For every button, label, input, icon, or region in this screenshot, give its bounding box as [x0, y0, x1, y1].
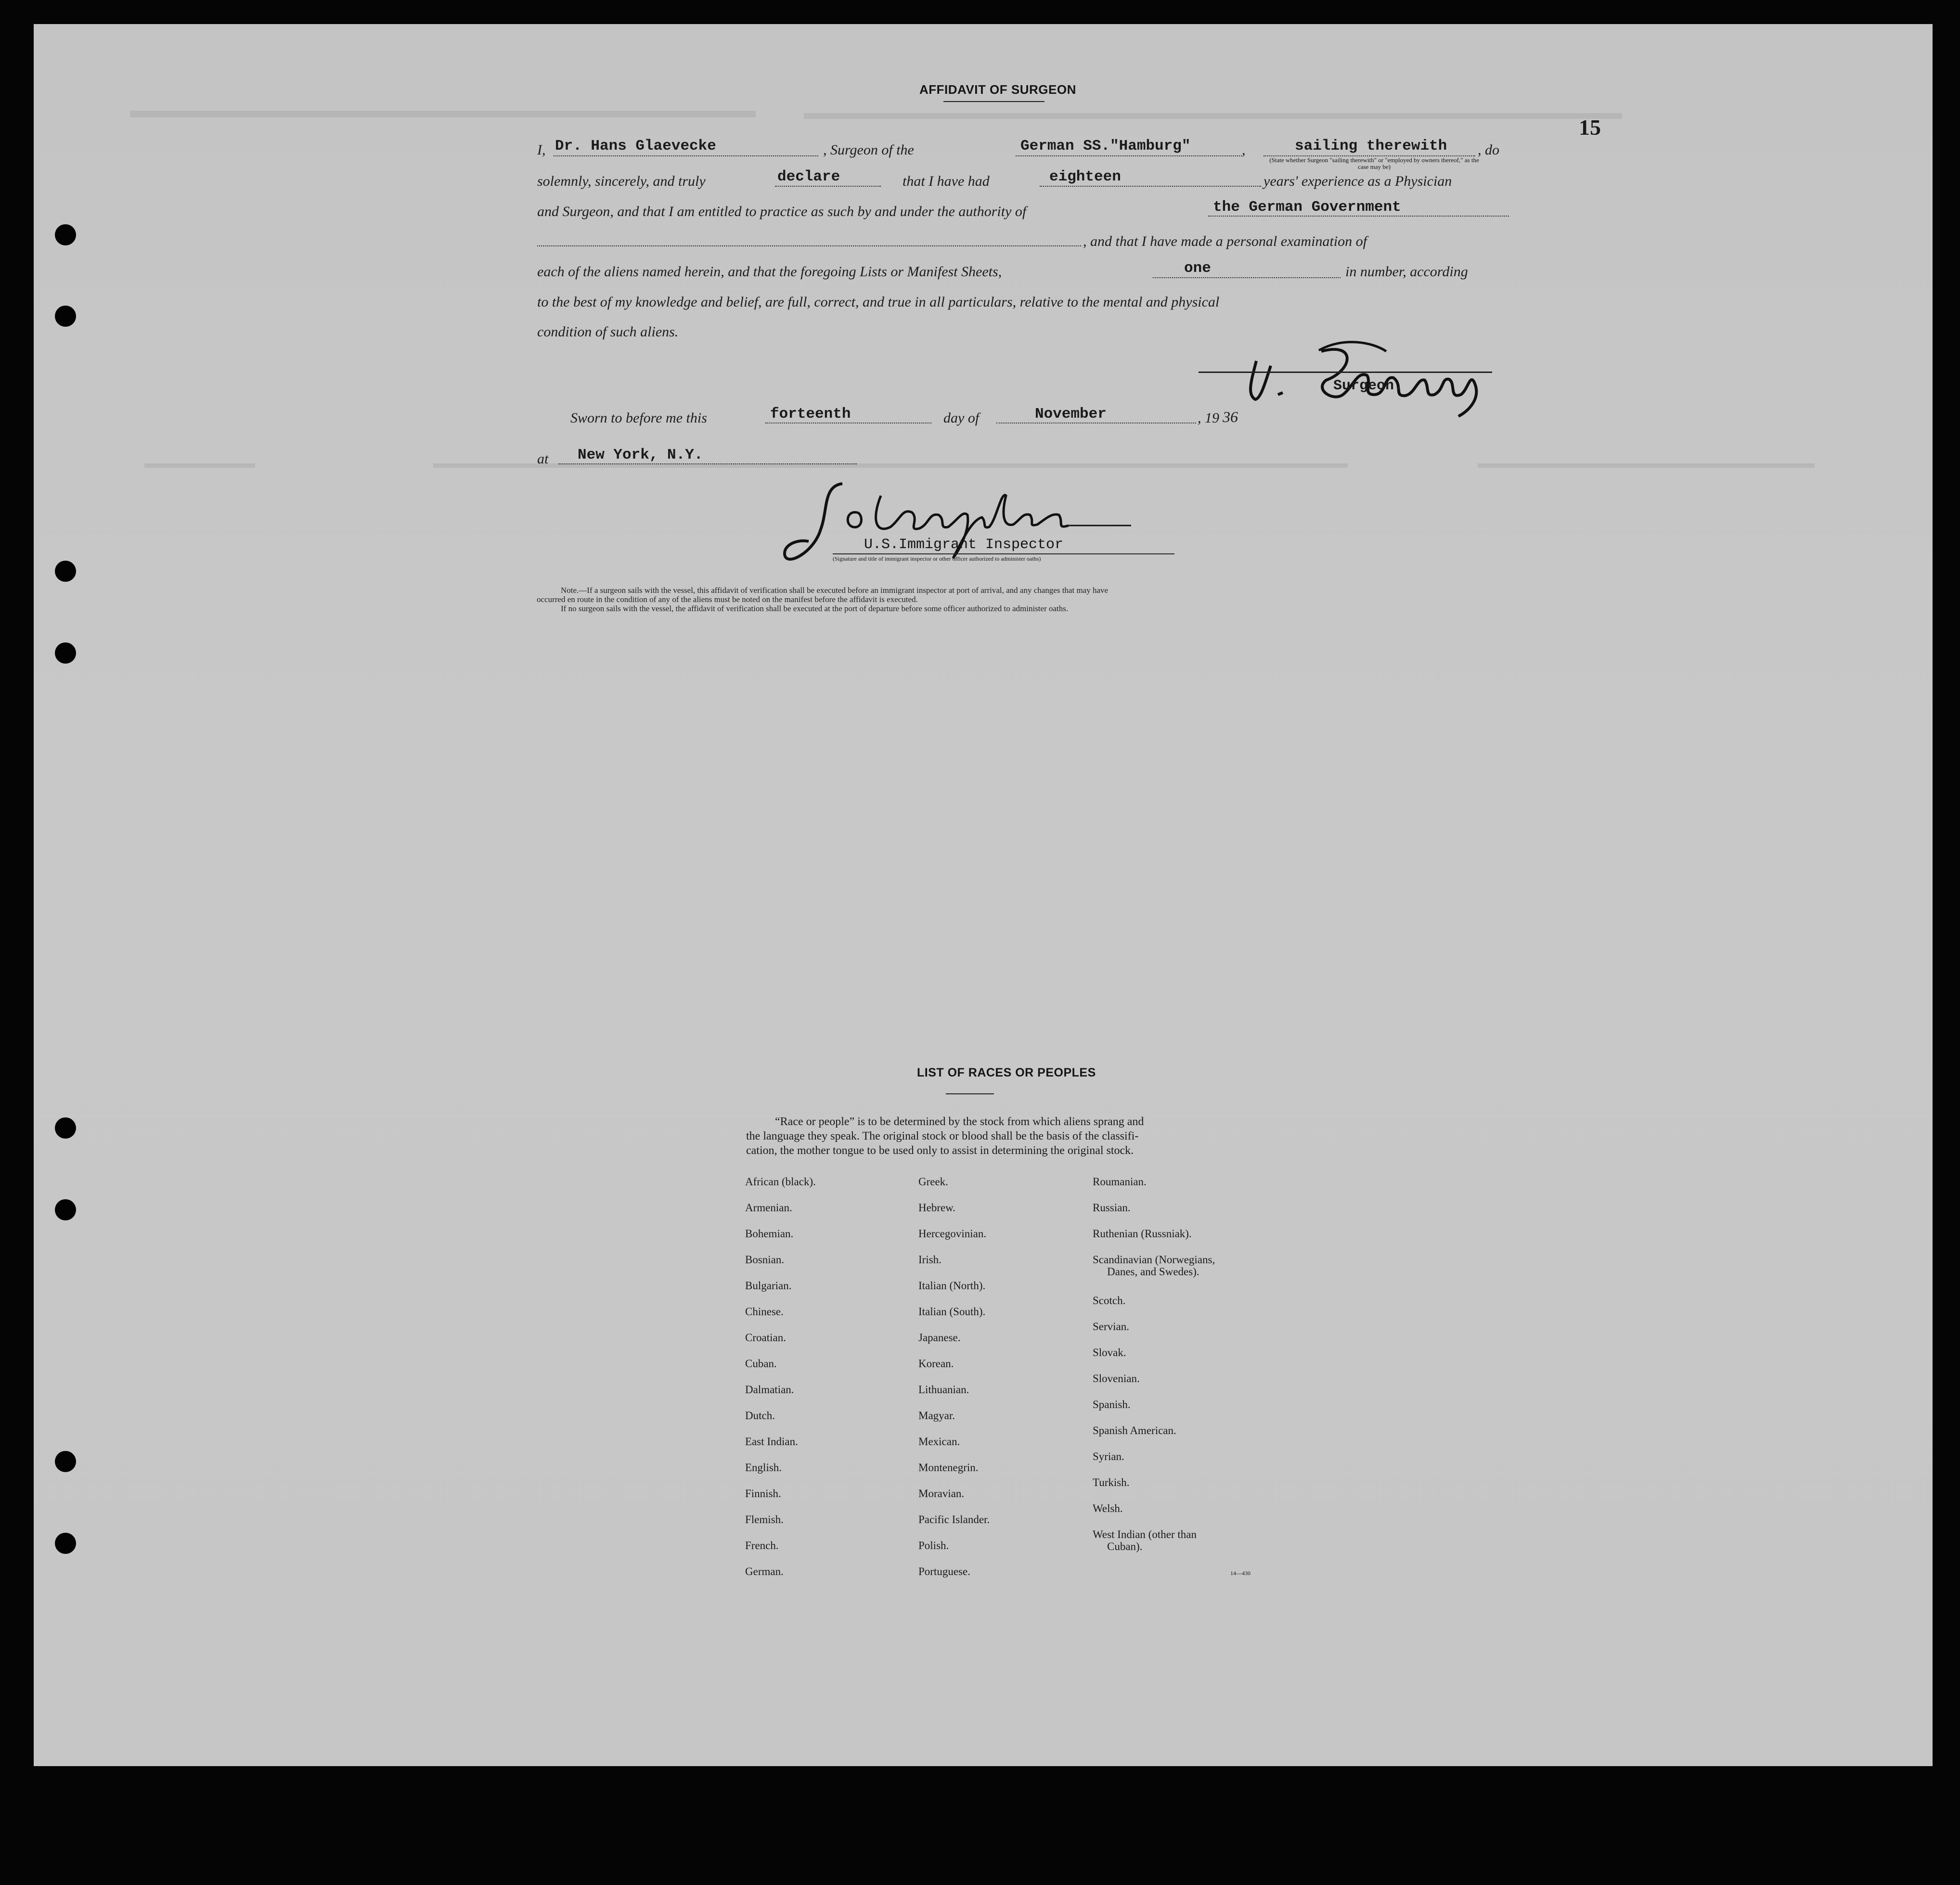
race-item: Mexican.	[918, 1436, 960, 1448]
race-item: Magyar.	[918, 1410, 955, 1422]
note-line: occurred en route in the condition of any of the aliens must be noted on the manifest before the affidavit is executed.	[537, 595, 918, 604]
race-item: Portuguese.	[918, 1565, 970, 1577]
binder-hole	[55, 306, 76, 327]
text-in-number: in number, according	[1345, 264, 1468, 280]
race-item: East Indian.	[745, 1436, 798, 1448]
sworn-year: 36	[1223, 408, 1238, 425]
race-item: Cuban).	[1107, 1540, 1143, 1552]
text-solemnly: solemnly, sincerely, and truly	[537, 173, 706, 189]
race-item: Hercegovinian.	[918, 1228, 987, 1240]
race-item: Italian (North).	[918, 1280, 986, 1292]
inspector-signature-line	[833, 553, 1174, 554]
race-item: Slovak.	[1093, 1346, 1126, 1359]
blank-line	[1208, 216, 1509, 217]
race-item: Japanese.	[918, 1332, 961, 1344]
text-each-alien: each of the aliens named herein, and that the foregoing Lists or Manifest Sheets,	[537, 264, 1002, 280]
races-title-rule	[946, 1093, 994, 1094]
text-and-surgeon: and Surgeon, and that I am entitled to practice as such by and under the authority of	[537, 204, 1027, 219]
text-day-of: day of	[943, 410, 980, 426]
text-do: , do	[1478, 142, 1499, 158]
text-surgeon-of: , Surgeon of the	[823, 142, 914, 158]
race-item: Montenegrin.	[918, 1462, 979, 1474]
blank-line	[775, 186, 881, 187]
surgeon-signature-line	[1199, 372, 1492, 373]
affidavit-title: AFFIDAVIT OF SURGEON	[919, 82, 1076, 97]
text-personal-exam: , and that I have made a personal examination of	[1083, 233, 1367, 249]
note-line: Note.—If a surgeon sails with the vessel, this affidavit of verification shall be executed before an immigrant inspector at port of arrival, and any changes that may have	[561, 586, 1109, 595]
bleed-through	[144, 463, 255, 468]
race-item: Turkish.	[1093, 1476, 1130, 1488]
surgeon-name: Dr. Hans Glaevecke	[555, 138, 716, 154]
race-item: Irish.	[918, 1254, 941, 1266]
declaration-word: declare	[777, 168, 840, 185]
race-item: Flemish.	[745, 1513, 784, 1526]
binder-hole	[55, 1117, 76, 1139]
race-item: Dutch.	[745, 1410, 775, 1422]
binder-hole	[55, 642, 76, 664]
manifest-page	[34, 24, 1933, 1766]
race-item: Italian (South).	[918, 1306, 986, 1318]
binder-hole	[55, 1199, 76, 1220]
race-item: Servian.	[1093, 1321, 1130, 1333]
binder-hole	[55, 1533, 76, 1554]
race-item: Greek.	[918, 1176, 948, 1188]
race-item: Korean.	[918, 1358, 954, 1370]
blank-line	[1153, 277, 1341, 278]
form-number: 14—430	[1230, 1570, 1251, 1577]
races-title: LIST OF RACES OR PEOPLES	[917, 1066, 1096, 1079]
race-item: Spanish American.	[1093, 1424, 1176, 1436]
race-item: Polish.	[918, 1539, 949, 1552]
bleed-through	[804, 113, 1622, 119]
text-at: at	[537, 451, 549, 467]
races-intro-line: “Race or people” is to be determined by the stock from which aliens sprang and	[775, 1116, 1144, 1128]
race-item: Bulgarian.	[745, 1280, 792, 1292]
blank-line	[537, 245, 1081, 246]
blank-line	[558, 463, 857, 464]
race-item: Spanish.	[1093, 1398, 1131, 1411]
surgeon-signature	[1199, 322, 1497, 419]
race-item: French.	[745, 1539, 779, 1552]
inspector-note: (Signature and title of immigrant inspector or other officer authorized to administer oaths)	[833, 555, 1041, 562]
race-item: Chinese.	[745, 1306, 784, 1318]
race-item: Scandinavian (Norwegians,	[1093, 1254, 1215, 1266]
race-item: Dalmatian.	[745, 1384, 794, 1396]
races-intro-line: cation, the mother tongue to be used only to assist in determining the original stock.	[746, 1144, 1134, 1157]
race-item: Lithuanian.	[918, 1384, 969, 1396]
text-condition: condition of such aliens.	[537, 324, 679, 340]
blank-line	[1016, 155, 1242, 156]
note-line: If no surgeon sails with the vessel, the affidavit of verification shall be executed at the port of departure before some officer authorized to administer oaths.	[561, 604, 1069, 613]
sworn-day: forteenth	[770, 406, 851, 423]
text-i: I,	[537, 142, 546, 158]
race-item: African (black).	[745, 1176, 816, 1188]
text-sworn: Sworn to before me this	[570, 410, 707, 426]
text-best-knowledge: to the best of my knowledge and belief, are full, correct, and true in all particulars, relative to the mental and physical	[537, 294, 1220, 310]
bleed-through	[1478, 463, 1815, 468]
race-item: Bosnian.	[745, 1254, 785, 1266]
text-have-had: that I have had	[903, 173, 990, 189]
sailing-note: (State whether Surgeon "sailing therewith" or "employed by owners thereof," as the case may be)	[1269, 156, 1479, 170]
race-item: Croatian.	[745, 1332, 786, 1344]
race-item: Cuban.	[745, 1358, 777, 1370]
race-item: Slovenian.	[1093, 1372, 1140, 1385]
blank-line	[554, 155, 818, 156]
surgeon-label: Surgeon.	[1333, 378, 1403, 394]
sworn-place: New York, N.Y.	[578, 447, 703, 463]
race-item: Roumanian.	[1093, 1176, 1147, 1188]
race-item: English.	[745, 1462, 782, 1474]
race-item: Scotch.	[1093, 1295, 1126, 1307]
race-item: West Indian (other than	[1093, 1528, 1197, 1540]
vessel-name: German SS."Hamburg"	[1020, 138, 1191, 154]
title-rule	[943, 101, 1044, 102]
page-number: 15	[1579, 115, 1601, 140]
binder-hole	[55, 224, 76, 245]
text-years-exp: years' experience as a Physician	[1264, 173, 1452, 189]
race-item: German.	[745, 1565, 784, 1577]
race-item: Hebrew.	[918, 1202, 956, 1214]
inspector-title: U.S.Immigrant Inspector	[864, 537, 1064, 553]
years-experience: eighteen	[1049, 168, 1121, 185]
race-item: Finnish.	[745, 1487, 781, 1500]
sheet-count: one	[1184, 260, 1211, 277]
binder-hole	[55, 561, 76, 582]
race-item: Pacific Islander.	[918, 1513, 990, 1526]
race-item: Ruthenian (Russniak).	[1093, 1228, 1192, 1240]
race-item: Welsh.	[1093, 1502, 1123, 1514]
race-item: Russian.	[1093, 1202, 1131, 1214]
races-intro-line: the language they speak. The original stock or blood shall be the basis of the classifi-	[746, 1130, 1139, 1142]
sailing-status: sailing therewith	[1295, 138, 1447, 154]
text-comma: ,	[1242, 142, 1246, 158]
race-item: Syrian.	[1093, 1450, 1124, 1462]
text-year-prefix: , 19	[1198, 410, 1219, 426]
race-item: Moravian.	[918, 1487, 965, 1500]
binder-hole	[55, 1451, 76, 1472]
race-item: Armenian.	[745, 1202, 792, 1214]
practice-authority: the German Government	[1213, 199, 1401, 216]
blank-line	[1040, 186, 1261, 187]
bleed-through	[130, 111, 756, 117]
race-item: Danes, and Swedes).	[1107, 1266, 1199, 1278]
race-item: Bohemian.	[745, 1228, 794, 1240]
sworn-month: November	[1035, 406, 1107, 423]
